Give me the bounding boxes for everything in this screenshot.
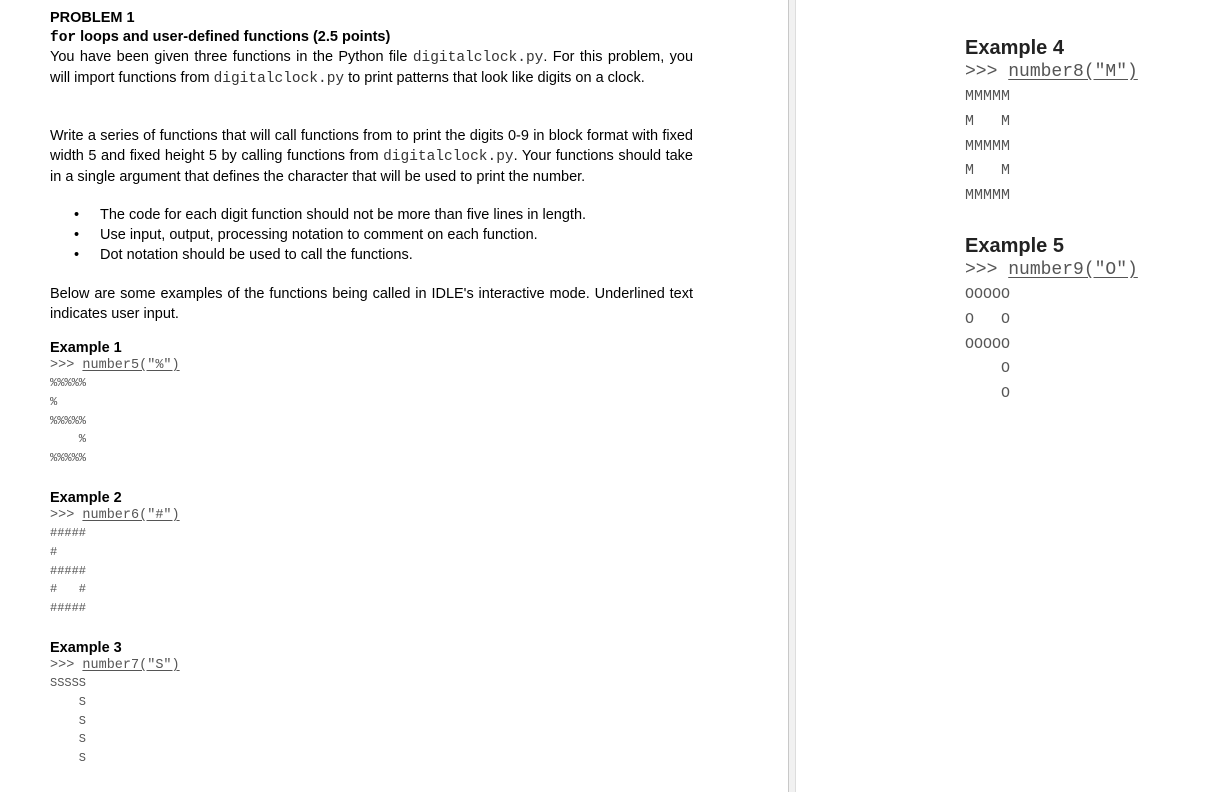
- example-call: [50, 507, 180, 524]
- page-divider: [788, 0, 796, 792]
- example-title: Example 2: [50, 490, 122, 506]
- intro-text: to print patterns that look like digits on a clock.: [344, 70, 645, 86]
- output-line: M M: [965, 162, 1011, 180]
- example-title: Example 5: [965, 235, 1064, 257]
- subheading-keyword: for: [50, 30, 77, 46]
- output-line: %: [50, 394, 58, 409]
- output-line: O: [965, 360, 1011, 378]
- example-call: [965, 258, 1138, 283]
- output-line: #####: [50, 563, 87, 578]
- user-input: number9("O"): [1008, 260, 1138, 280]
- output-line: S: [50, 694, 87, 709]
- task-paragraph: [50, 126, 693, 187]
- example-block: [50, 639, 180, 768]
- example-output: [50, 374, 180, 468]
- user-input: number7("S"): [82, 658, 180, 673]
- output-line: #: [50, 544, 58, 559]
- prompt-text: >>>: [50, 658, 83, 673]
- example-title: Example 3: [50, 640, 122, 656]
- output-line: S: [50, 732, 87, 747]
- output-line: SSSSS: [50, 676, 87, 690]
- output-line: %%%%%: [50, 451, 87, 466]
- example-block: [965, 234, 1138, 407]
- example-block: [50, 339, 180, 468]
- intro-paragraph: [50, 47, 693, 89]
- output-line: S: [50, 751, 87, 766]
- output-line: M M: [965, 112, 1011, 130]
- example-block: [965, 36, 1138, 209]
- requirement-item: [50, 245, 586, 265]
- prompt-text: >>>: [50, 508, 83, 523]
- prompt-text: >>>: [50, 358, 83, 373]
- examples-intro-paragraph: Below are some examples of the functions being called in IDLE's interactive mode. Underlined text indicates user input.: [50, 286, 693, 322]
- subheading-text: loops and user-defined functions (2.5 points): [76, 29, 391, 45]
- prompt-text: >>>: [965, 62, 1009, 82]
- example-output: [50, 674, 180, 768]
- example-block: [50, 489, 180, 618]
- requirement-item: [50, 205, 586, 225]
- bullet-icon: •: [74, 207, 80, 223]
- output-line: %%%%%: [50, 376, 87, 390]
- output-line: OOOOO: [965, 335, 1011, 353]
- output-line: O O: [965, 310, 1011, 328]
- example-call: [50, 657, 180, 674]
- requirement-text: Dot notation should be used to call the functions.: [100, 247, 413, 263]
- problem-heading: PROBLEM 1: [50, 10, 135, 26]
- output-line: MMMMM: [965, 88, 1011, 105]
- output-line: MMMMM: [965, 137, 1011, 155]
- user-input: number6("#"): [82, 508, 180, 523]
- requirement-text: The code for each digit function should not be more than five lines in length.: [100, 207, 587, 223]
- bullet-icon: •: [74, 227, 80, 243]
- task-text: . Your functions should take in a single argument that defines the character that will be used to print the number.: [50, 148, 693, 185]
- example-title: Example 1: [50, 340, 122, 356]
- task-text: Write a series of functions that will call functions from to print the digits 0-9 in block format with fixed width 5 and fixed height 5 by calling functions from: [50, 128, 693, 164]
- prompt-text: >>>: [965, 260, 1009, 280]
- output-line: S: [50, 713, 87, 728]
- output-line: %: [50, 432, 87, 447]
- example-output: [50, 524, 180, 618]
- intro-text: . For this problem, you will import functions from: [50, 49, 694, 86]
- document-page-right: [796, 0, 1208, 792]
- problem-subheading: [50, 28, 390, 47]
- example-call: [965, 60, 1138, 85]
- output-line: O: [965, 385, 1011, 403]
- example-output: [965, 283, 1138, 407]
- output-line: #####: [50, 601, 87, 616]
- output-line: MMMMM: [965, 187, 1011, 205]
- filename-code: digitalclock.py: [213, 71, 345, 87]
- requirement-text: Use input, output, processing notation to comment on each function.: [100, 227, 538, 243]
- filename-code: digitalclock.py: [412, 50, 544, 66]
- filename-code: digitalclock.py: [383, 149, 514, 165]
- requirement-item: [50, 225, 586, 245]
- example-output: [965, 85, 1138, 209]
- output-line: OOOOO: [965, 286, 1011, 303]
- example-title: Example 4: [965, 37, 1064, 59]
- output-line: #####: [50, 526, 87, 540]
- output-line: %%%%%: [50, 413, 87, 428]
- bullet-icon: •: [74, 247, 80, 263]
- output-line: # #: [50, 582, 87, 597]
- example-call: [50, 357, 180, 374]
- intro-text: You have been given three functions in the Python file: [50, 49, 413, 65]
- user-input: number5("%"): [82, 358, 180, 373]
- user-input: number8("M"): [1008, 62, 1138, 82]
- requirements-list: [50, 205, 586, 265]
